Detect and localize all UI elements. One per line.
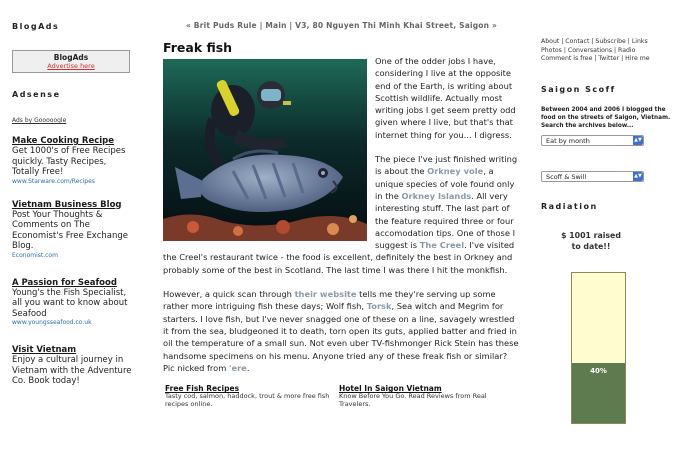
bottom-ad-links — [163, 384, 520, 414]
select-arrow-icon: ▲▼ — [634, 172, 642, 179]
site-links-line[interactable]: Photos | Conversations | Radio — [541, 46, 636, 54]
category-value: Scoff & Swill — [546, 172, 587, 181]
bottom-ad-item[interactable] — [165, 384, 330, 408]
orkney-islands-link[interactable]: Orkney Islands — [401, 190, 472, 201]
ads-by-google-link[interactable]: Ads by Gooooogle — [12, 117, 67, 124]
ad-title-link[interactable]: A Passion for Seafood — [12, 277, 117, 288]
bottom-ad-description: Know Before You Go. Read Reviews from Real Travelers. — [339, 392, 487, 408]
ad-description: Young's the Fish Specialist, all you want to know about Seafood — [12, 287, 128, 319]
saigon-scoff-description: Between 2004 and 2006 I blogged the food on the streets of Saigon, Vietnam. Search the archives below... — [541, 106, 671, 129]
site-links-line[interactable]: Comment is free | Twitter | Hire me — [541, 55, 650, 62]
radiation-heading: Radiation — [541, 201, 598, 211]
ad-title-link[interactable]: Make Cooking Recipe — [12, 136, 115, 146]
ad-item[interactable] — [12, 278, 132, 328]
advertise-here-link[interactable]: Advertise here — [47, 62, 95, 70]
saigon-scoff-heading: Saigon Scoff — [541, 84, 616, 94]
left-sidebar — [12, 0, 132, 387]
select-arrow-icon: ▲▼ — [634, 136, 642, 143]
right-sidebar — [541, 0, 671, 424]
fish-photo-svg — [163, 59, 367, 241]
hotel-saigon-link[interactable]: Hotel In Saigon Vietnam — [339, 384, 442, 394]
ad-title-link[interactable]: Vietnam Business Blog — [12, 199, 122, 210]
fundraising-thermometer — [571, 272, 626, 424]
ad-item[interactable] — [12, 345, 132, 387]
torsk-link[interactable]: Torsk — [366, 301, 392, 312]
main-content — [163, 0, 520, 414]
ad-url-link[interactable]: Economist.com — [12, 251, 58, 259]
bottom-ad-description: Tasty cod, salmon, haddock, trout & more free fish recipes online. — [165, 392, 330, 408]
ad-item[interactable] — [12, 136, 132, 186]
paragraph-3: However, a quick scan through their website tells me they're serving up some rather more intriguing fish these days; Wolf fish, Torsk, Sea witch and Megrim for starters. I love fish, but I've never snagged one of these on a line, savagely wrestled it from the sea, bludgeoned it to death, torn open its guts, applied batter and fried in oil the temperature of a small sun. Not even uber TV-fishmonger Rick Stein has these handsome specimens on his menu. Anyone tried any of these freak fish or similar? Pic nicked from 'ere. — [163, 289, 519, 373]
thermometer-fill — [572, 363, 625, 423]
archive-month-select[interactable] — [541, 135, 644, 146]
ad-description: Enjoy a cultural journey in Vietnam with the Adventure Co. Book today! — [12, 355, 132, 386]
ad-item[interactable] — [12, 200, 132, 260]
paragraph-1: One of the odder jobs I have, considering I live at the opposite end of the Earth, is writing about Scottish wildlife. Actually most writing jobs I get seem pretty odd given where I live, but that's that internet thing for you... I digress. — [375, 56, 516, 140]
post-body — [163, 55, 520, 374]
amount-raised: $ 1001 raised to date!! — [561, 230, 621, 251]
ad-description: Post Your Thoughts & Comments on The Economist's Free Exchange Blog. — [12, 209, 128, 251]
free-fish-recipes-link[interactable]: Free Fish Recipes — [165, 384, 240, 394]
paragraph-2: The piece I've just finished writing is about the Orkney vole, a unique species of vole found only in the Orkney Islands. All very interesting stuff. The last part of the feature required three or four accomodation tips. One of those I suggest is The Creel. I've visited the Creel's restaurant twice - the food is excellent, definitely the best in Orkney and probably some of the best in Scotland. The last time I was there I hit the monkfish. — [163, 154, 518, 275]
orkney-vole-link[interactable]: Orkney vole — [427, 166, 484, 177]
blogads-box[interactable] — [12, 50, 130, 73]
adsense-heading: Adsense — [12, 90, 61, 99]
their-website-link[interactable]: their website — [294, 289, 357, 300]
blogads-heading: BlogAds — [12, 22, 60, 31]
ad-url-link[interactable]: www.youngsseafood.co.uk — [12, 319, 92, 326]
bottom-ad-item[interactable] — [339, 384, 504, 408]
diver-fish-photo — [163, 59, 367, 241]
ere-link[interactable]: 'ere — [228, 362, 247, 373]
post-title: Freak fish — [163, 40, 233, 55]
ad-url-link[interactable]: www.Starware.com/Recipes — [12, 177, 95, 185]
archive-month-value: Eat by month — [546, 136, 590, 145]
post-navigation[interactable]: « Brit Puds Rule | Main | V3, 80 Nguyen Thi Minh Khai Street, Saigon » — [185, 21, 498, 30]
the-creel-link[interactable]: The Creel — [419, 240, 465, 251]
site-links[interactable] — [541, 38, 671, 64]
thermometer-percent: 40% — [590, 366, 607, 375]
ad-description: Get 1000's of Free Recipes quickly. Tasty Recipes, Totally Free! — [12, 146, 126, 177]
site-links-line[interactable]: About | Contact | Subscribe | Links — [541, 38, 648, 45]
ad-title-link[interactable]: Visit Vietnam — [12, 345, 77, 355]
category-select[interactable] — [541, 171, 644, 182]
blogads-box-title: BlogAds — [53, 53, 89, 62]
